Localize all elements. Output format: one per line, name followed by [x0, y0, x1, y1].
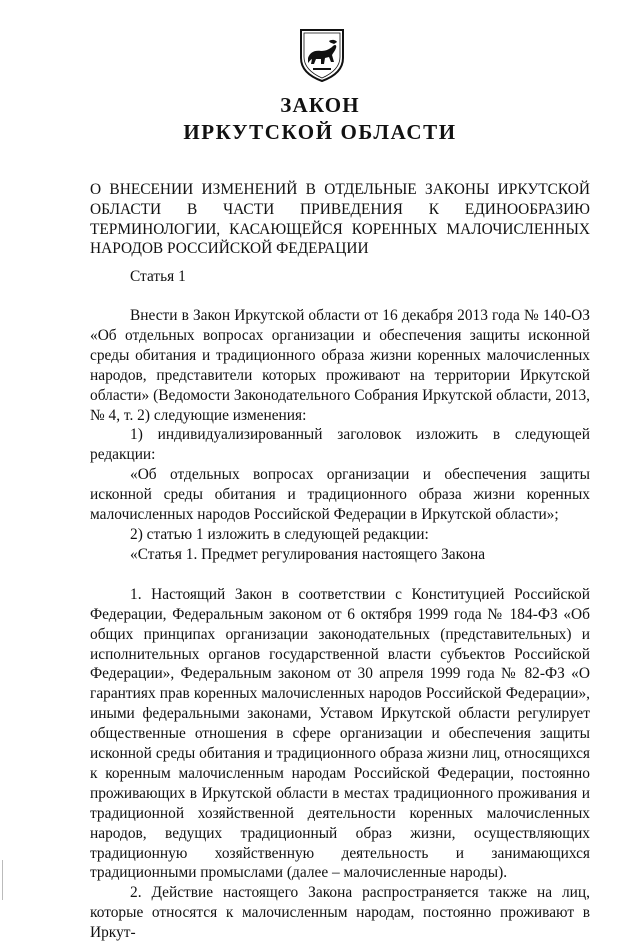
law-subject: О ВНЕСЕНИИ ИЗМЕНЕНИЙ В ОТДЕЛЬНЫЕ ЗАКОНЫ ИРКУТСКОЙ ОБЛАСТИ В ЧАСТИ ПРИВЕДЕНИЯ К ЕДИНООБРАЗИЮ ТЕРМИНОЛОГИИ, КАСАЮЩЕЙСЯ КОРЕННЫХ МАЛОЧИСЛЕННЫХ НАРОДОВ РОССИЙСКОЙ ФЕДЕРАЦИИ — [90, 181, 590, 258]
paragraph: 2) статью 1 изложить в следующей редакции: — [130, 525, 429, 543]
article-body — [90, 306, 590, 943]
paragraph: «Статья 1. Предмет регулирования настоящего Закона — [130, 545, 486, 563]
law-title: ЗАКОН — [280, 93, 360, 117]
paragraph: 2. Действие настоящего Закона распространяется также на лиц, которые относятся к малочисленным народам, постоянно проживают в Иркут- — [90, 884, 590, 942]
region-title: ИРКУТСКОЙ ОБЛАСТИ — [183, 120, 457, 144]
paragraph: 1. Настоящий Закон в соответствии с Конституцией Российской Федерации, Федеральным законом от 6 октября 1999 года № 184-ФЗ «Об общих принципах организации законодательных (представительных) и исполнительных органов государственной власти субъектов Российской Федерации», Федеральным законом от 30 апреля 1999 года № 82-ФЗ «О гарантиях прав коренных малочисленных народов Российской Федерации», иными федеральными законами, Уставом Иркутской области регулирует общественные отношения в сфере организации и обеспечения защиты исконной среды обитания и традиционного образа жизни лиц, относящихся к коренным малочисленным народам Российской Федерации, постоянно проживающих в Иркутской области в местах традиционного проживания и традиционной хозяйственной деятельности коренных малочисленных народов, ведущих традиционный образ жизни, осуществляющих традиционную хозяйственную деятельность и занимающихся традиционными промыслами (далее – малочисленные народы). — [90, 585, 590, 882]
article-heading: Статья 1 — [130, 268, 186, 285]
paragraph: 1) индивидуализированный заголовок изложить в следующей редакции: — [90, 426, 590, 464]
coat-of-arms-emblem — [299, 28, 345, 82]
paragraph: Внести в Закон Иркутской области от 16 декабря 2013 года № 140-ОЗ «Об отдельных вопросах организации и обеспечения защиты исконной среды обитания и традиционного образа жизни коренных малочисленных народов, представители которых проживают на территории Иркутской области» (Ведомости Законодательного Собрания Иркутской области, 2013, № 4, т. 2) следующие изменения: — [90, 307, 590, 424]
scan-margin-mark — [2, 860, 3, 900]
paragraph: «Об отдельных вопросах организации и обеспечения защиты исконной среды обитания и традиционного образа жизни коренных малочисленных народов Российской Федерации в Иркутской области»; — [90, 466, 590, 524]
